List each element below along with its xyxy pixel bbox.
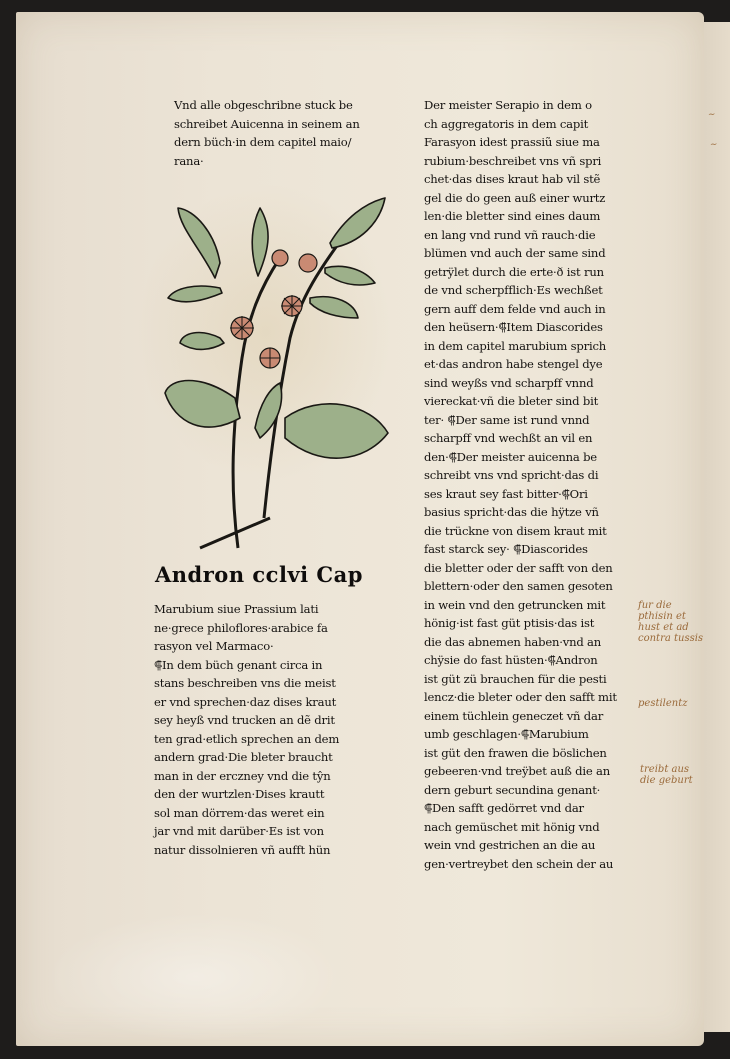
text-line: gel die do geen auß einer wurtz — [424, 190, 606, 205]
text-line: rana· — [174, 153, 204, 168]
left-column-top-text — [174, 96, 410, 170]
text-line: viereckat·vñ die bleter sind bit — [424, 394, 599, 408]
text-line: ter· ⸿Der same ist rund vnnd — [424, 412, 590, 427]
text-line: de vnd scherpfflich·Es wechßet — [424, 283, 603, 297]
text-line: die bletter oder der safft von den — [424, 560, 613, 575]
text-line: fast starck sey· ⸿Diascorides — [424, 542, 588, 556]
text-line: hönig·ist fast güt ptisis·das ist — [424, 616, 595, 630]
text-line: en lang vnd rund vñ rauch·die — [424, 227, 596, 242]
next-page-edge: ​~ ​~ — [690, 22, 730, 1032]
text-line: ch aggregatoris in dem capit — [424, 116, 589, 131]
text-line: einem tüchlein geneczet vñ dar — [424, 708, 604, 723]
text-line: ses kraut sey fast bitter·⸿Ori — [424, 486, 588, 501]
text-line: blümen vnd auch der same sind — [424, 246, 606, 260]
text-line: sey heyß vnd trucken an dẽ drit — [154, 713, 335, 727]
text-line: man in der erczney vnd die tŷn — [154, 768, 331, 783]
text-line: blettern·oder den samen gesoten — [424, 579, 613, 593]
text-line: den heüsern·⸿Item Diascorides — [424, 320, 603, 334]
text-line: rasyon vel Marmaco· — [154, 639, 274, 653]
marginal-note-line: contra tussis — [638, 633, 704, 644]
text-line: schreibet Auicenna in seinem an — [174, 116, 360, 131]
text-line: gern auff dem felde vnd auch in — [424, 301, 606, 316]
text-line: schreibt vns vnd spricht·das di — [424, 468, 599, 482]
text-line: Vnd alle obgeschribne stuck be — [174, 98, 353, 112]
text-line: die das abnemen haben·vnd an — [424, 634, 602, 649]
text-line: dern geburt secundina genant· — [424, 782, 601, 797]
plant-woodcut-illustration — [160, 188, 396, 560]
text-line: ist güt zü brauchen für die pesti — [424, 671, 607, 686]
text-line: Marubium siue Prassium lati — [154, 602, 319, 616]
marginal-note-line: die geburt — [640, 775, 693, 786]
text-line: rubium·beschreibet vns vñ spri — [424, 153, 602, 168]
left-column-bottom-text — [154, 600, 400, 859]
text-line: stans beschreiben vns die meist — [154, 676, 336, 690]
text-line: er vnd sprechen·daz dises kraut — [154, 694, 337, 709]
text-line: sind weyßs vnd scharpff vnnd — [424, 375, 594, 390]
marginal-note-line: fur die — [638, 600, 672, 611]
text-line: sol man dörrem·das weret ein — [154, 805, 325, 820]
marginal-note-line: pestilentz — [638, 698, 688, 709]
marginal-note-line: pthisin et — [638, 611, 686, 622]
text-line: gebeeren·vnd treÿbet auß die an — [424, 764, 611, 778]
text-line: ⸿Den safft gedörret vnd dar — [424, 801, 584, 815]
text-line: andern grad·Die bleter braucht — [154, 750, 333, 764]
text-line: scharpff vnd wechßt an vil en — [424, 431, 593, 445]
right-column-text — [424, 96, 664, 873]
text-line: natur dissolnieren vñ aufft hün — [154, 842, 331, 857]
chapter-heading: Andron cclvi Cap — [155, 562, 363, 587]
text-line: ten grad·etlich sprechen an dem — [154, 731, 340, 746]
text-line: jar vnd mit darüber·Es ist von — [154, 824, 324, 838]
text-line: ⸿In dem büch genant circa in — [154, 657, 323, 672]
text-line: dern büch·in dem capitel maio/ — [174, 135, 352, 149]
text-line: in dem capitel marubium sprich — [424, 338, 607, 353]
marginal-note-pthisis — [638, 600, 703, 644]
text-line: Farasyon idest prassiũ siue ma — [424, 135, 600, 149]
text-line: die trückne von disem kraut mit — [424, 523, 607, 538]
text-line: Der meister Serapio in dem o — [424, 98, 592, 112]
text-line: chet·das dises kraut hab vil stẽ — [424, 172, 601, 186]
text-line: ist güt den frawen die böslichen — [424, 745, 607, 760]
text-line: lencz·die bleter oder den safft mit — [424, 690, 617, 704]
text-line: ne·grece philoflores·arabice fa — [154, 620, 328, 635]
text-line: den der wurtzlen·Dises krautt — [154, 787, 325, 801]
marginal-note-pestilence — [638, 698, 688, 709]
text-line: getrÿlet durch die erte·ð ist run — [424, 264, 604, 279]
marginal-note-line: treibt aus — [640, 764, 690, 775]
text-line: basius spricht·das die hÿtze vñ — [424, 505, 599, 519]
text-line: gen·vertreybet den schein der au — [424, 856, 614, 871]
text-line: wein vnd gestrichen an die au — [424, 838, 596, 852]
text-line: len·die bletter sind eines daum — [424, 209, 601, 223]
text-line: et·das andron habe stengel dye — [424, 357, 603, 371]
text-line: nach gemüschet mit hönig vnd — [424, 819, 600, 834]
marginal-note-line: hust et ad — [638, 622, 689, 633]
text-line: umb geschlagen·⸿Marubium — [424, 727, 589, 741]
marginal-note-birth — [640, 764, 693, 786]
text-line: den·⸿Der meister auicenna be — [424, 449, 597, 464]
text-line: chÿsie do fast hüsten·⸿Andron — [424, 653, 598, 667]
text-line: in wein vnd den getruncken mit — [424, 597, 606, 612]
